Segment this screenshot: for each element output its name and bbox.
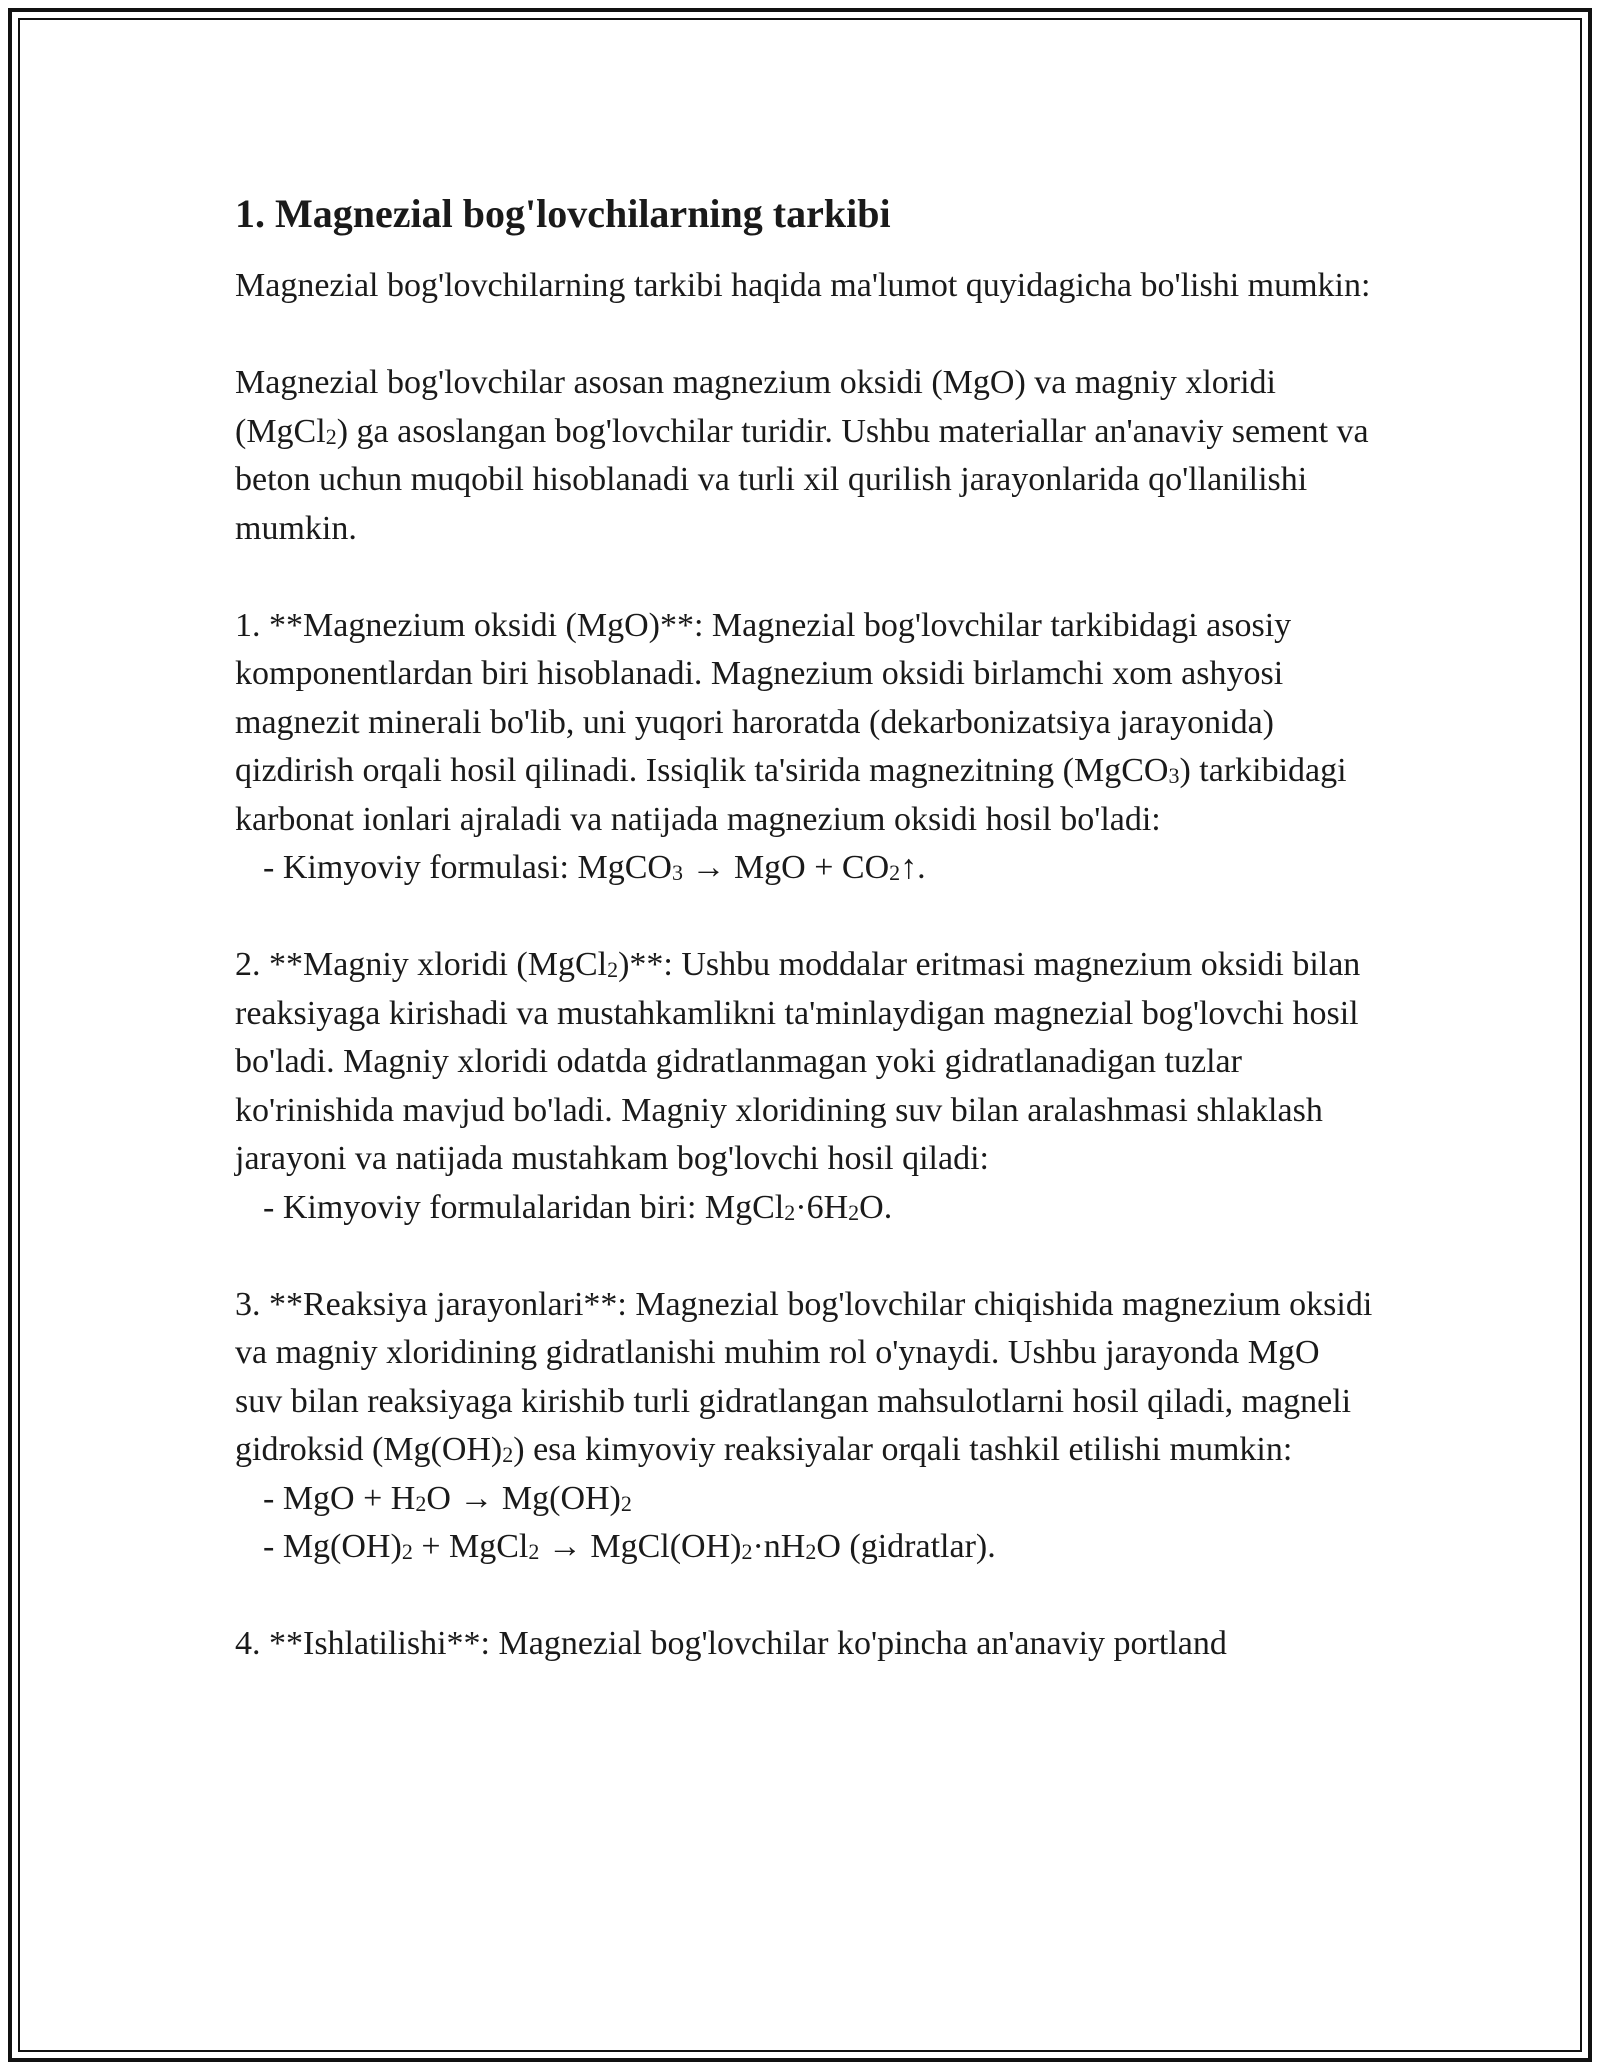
- subscript: 2: [784, 1199, 796, 1225]
- subscript: 2: [848, 1199, 860, 1225]
- subscript: 2: [805, 1539, 817, 1564]
- subscript: 2: [502, 1442, 514, 1467]
- list-item-reactions: [235, 1281, 1375, 1475]
- formula-line: [235, 1475, 1375, 1524]
- document-body: [235, 188, 1375, 1669]
- text-run: 3. **Reaksiya jarayonlari**: Magnezial bog'lovchilar chiqishida magnezium oksidi va magniy xloridining gidratlanishi muhim rol o'ynaydi. Ushbu jarayonda MgO suv bilan reaksiyaga kirishib turli gidratlangan mahsulotlarni hosil qiladi, magneli gidroksid (Mg(OH): [235, 1285, 1373, 1468]
- subscript: 2: [741, 1539, 753, 1564]
- subscript: 2: [401, 1539, 413, 1564]
- text-run: 1. **Magnezium oksidi (MgO)**: Magnezial bog'lovchilar tarkibidagi asosiy komponentlardan biri hisoblanadi. Magnezium oksidi birlamchi xom ashyosi magnezit minerali bo'lib, uni yuqori haroratda (dekarbonizatsiya jarayonida) qizdirish orqali hosil qilinadi. Issiqlik ta'sirida magnezitning (MgCO: [235, 606, 1292, 789]
- text-run: - Mg(OH): [263, 1528, 402, 1565]
- list-item-usage: 4. **Ishlatilishi**: Magnezial bog'lovchilar ko'pincha an'anaviy portland: [235, 1625, 1227, 1662]
- text-run: )**: Ushbu moddalar eritmasi magnezium oksidi bilan reaksiyaga kirishadi va mustahkamlikni ta'minlaydigan magnezial bog'lovchi hosil bo'ladi. Magniy xloridi odatda gidratlanmagan yoki gidratlanadigan tuzlar ko'rinishida mavjud bo'ladi. Magniy xloridining suv bilan aralashmasi shlaklash jarayoni va natijada mustahkam bog'lovchi hosil qiladi:: [235, 946, 1361, 1177]
- list-item-magnesium-chloride: [235, 941, 1375, 1184]
- text-run: → MgCl(OH): [539, 1528, 742, 1565]
- list-item-magnesium-oxide: [235, 602, 1375, 845]
- text-run: O (gidratlar).: [816, 1528, 996, 1565]
- subscript: 2: [607, 957, 619, 982]
- subscript: 2: [528, 1539, 540, 1564]
- formula-line: [235, 844, 1375, 893]
- subscript: 2: [325, 423, 337, 449]
- text-run: ·nH: [752, 1528, 806, 1565]
- text-run: O.: [859, 1188, 893, 1226]
- text-run: Magnezial bog'lovchilar asosan magnezium oksidi (MgO) va magniy xloridi (MgCl: [235, 364, 1277, 450]
- intro-paragraph: Magnezial bog'lovchilarning tarkibi haqida ma'lumot quyidagicha bo'lishi mumkin:: [235, 267, 1371, 304]
- text-run: ) esa kimyoviy reaksiyalar orqali tashkil etilishi mumkin:: [513, 1431, 1293, 1468]
- text-run: - Kimyoviy formulalaridan biri: MgCl: [263, 1188, 785, 1226]
- subscript: 3: [1168, 763, 1180, 788]
- formula-line: [235, 1184, 1375, 1233]
- text-run: - Kimyoviy formulasi: MgCO: [263, 849, 672, 886]
- text-run: → MgO + CO: [682, 849, 890, 886]
- formula-line: [235, 1523, 1375, 1572]
- text-run: O → Mg(OH): [426, 1479, 621, 1517]
- text-run: 2. **Magniy xloridi (MgCl: [235, 946, 608, 983]
- text-run: - MgO + H: [263, 1479, 416, 1517]
- subscript: 2: [889, 860, 901, 885]
- subscript: 2: [415, 1490, 427, 1516]
- text-run: ) tarkibidagi karbonat ionlari ajraladi va natijada magnezium oksidi hosil bo'ladi:: [235, 752, 1347, 838]
- text-run: ·6H: [795, 1188, 849, 1226]
- text-run: ) ga asoslangan bog'lovchilar turidir. Ushbu materiallar an'anaviy sement va beton uchun muqobil hisoblanadi va turli xil qurilish jarayonlarida qo'llanilishi mumkin.: [235, 412, 1369, 547]
- subscript: 2: [620, 1490, 632, 1516]
- overview-paragraph: [235, 359, 1375, 553]
- section-heading: 1. Magnezial bog'lovchilarning tarkibi: [235, 191, 891, 236]
- subscript: 3: [671, 860, 683, 885]
- text-run: ↑.: [900, 849, 926, 886]
- text-run: + MgCl: [412, 1528, 529, 1565]
